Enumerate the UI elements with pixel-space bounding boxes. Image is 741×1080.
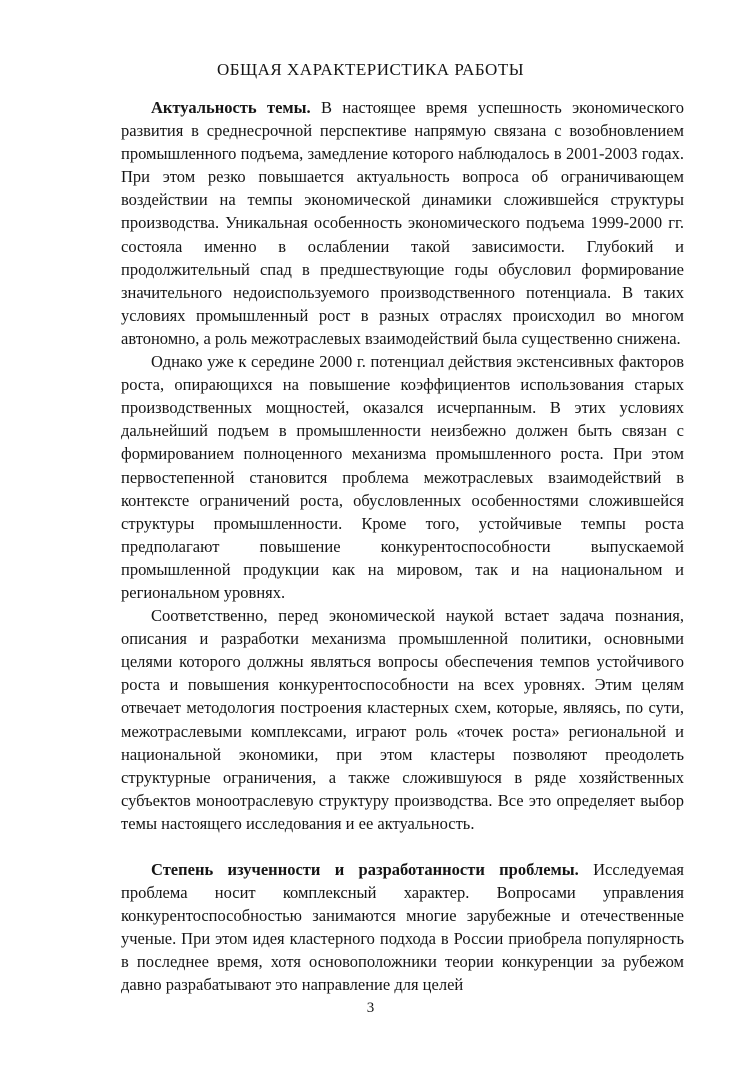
paragraph-body: Соответственно, перед экономической наукой встает задача познания, описания и разработки механизма промышленной политики, основными целями которого должны являться вопросы обеспечения темпов устойчивого роста и повышения конкурентоспособности на всех уровнях. Этим целям отвечает методология построения кластерных схем, которые, являясь, по сути, межотраслевыми комплексами, играют роль «точек роста» региональной и национальной экономики, при этом кластеры позволяют преодолеть структурные ограничения, а также сложившуюся в ряде хозяйственных субъектов моноотраслевую структуру производства. Все это определяет выбор темы настоящего исследования и ее актуальность.: [121, 606, 684, 833]
paragraph-extensive-factors: [121, 350, 684, 604]
paragraph-body: Исследуемая проблема носит комплексный характер. Вопросами управления конкурентоспособностью занимаются многие зарубежные и отечественные ученые. При этом идея кластерного подхода в России приобрела популярность в последнее время, хотя основоположники теории конкуренции за рубежом давно разрабатывают это направление для целей: [121, 860, 685, 995]
paragraph-lead: Актуальность темы.: [151, 98, 311, 117]
body-text: [121, 96, 684, 997]
page-title: ОБЩАЯ ХАРАКТЕРИСТИКА РАБОТЫ: [216, 60, 525, 79]
paragraph-body: В настоящее время успешность экономического развития в среднесрочной перспективе напрямую связана с возобновлением промышленного подъема, замедление которого наблюдалось в 2001-2003 годах. При этом резко повышается актуальность вопроса об ограничивающем воздействии на темпы экономической динамики сложившейся структуры производства. Уникальная особенность экономического подъема 1999-2000 гг. состояла именно в ослаблении такой зависимости. Глубокий и продолжительный спад в предшествующие годы обусловил формирование значительного недоиспользуемого производственного потенциала. В таких условиях промышленный рост в разных отраслях происходил во многом автономно, а роль межотраслевых взаимодействий была существенно снижена.: [121, 98, 685, 348]
page-number: 3: [366, 1000, 375, 1016]
paragraph-relevance: [121, 96, 684, 350]
paragraph-industrial-policy: [121, 604, 684, 835]
paragraph-degree-of-study: [121, 858, 684, 997]
paragraph-body: Однако уже к середине 2000 г. потенциал действия экстенсивных факторов роста, опирающихся на повышение коэффициентов использования старых производственных мощностей, оказался исчерпанным. В этих условиях дальнейший подъем в промышленности неизбежно должен быть связан с формированием полноценного механизма промышленного роста. При этом первостепенной становится проблема межотраслевых взаимодействий в контексте ограничений роста, обусловленных особенностями сложившейся структуры промышленности. Кроме того, устойчивые темпы роста предполагают повышение конкурентоспособности выпускаемой промышленной продукции как на мировом, так и на национальном и региональном уровнях.: [121, 352, 684, 602]
paragraph-lead: Степень изученности и разработанности проблемы.: [151, 860, 579, 879]
